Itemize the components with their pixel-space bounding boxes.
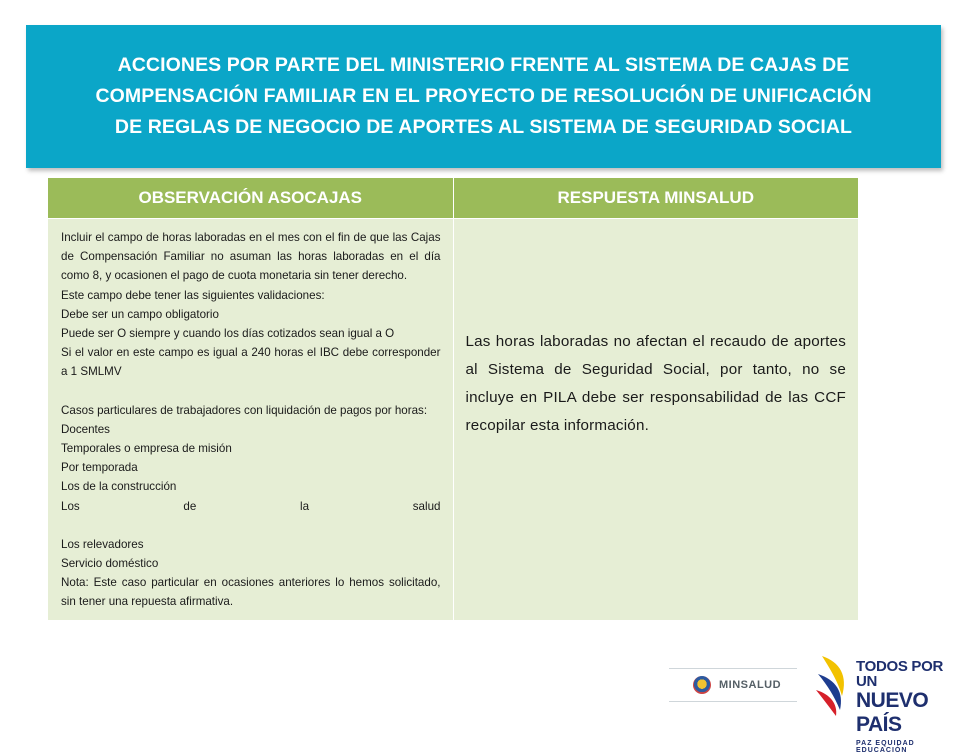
slogan-line-3: PAZ EQUIDAD EDUCACIÓN — [856, 740, 915, 754]
table-row — [48, 219, 859, 621]
slide-title — [95, 50, 871, 143]
response-text: Las horas laboradas no afectan el recaudo de aportes al Sistema de Seguridad Social, por tanto, no se incluye en PILA debe ser responsabilidad de las CCF recopilar esta información. — [465, 333, 846, 434]
case-item: Por temporada — [61, 461, 138, 475]
case-word: Los — [61, 499, 80, 513]
minsalud-logo — [669, 668, 797, 702]
validation-item: Puede ser O siempre y cuando los días cotizados sean igual a O — [61, 327, 395, 341]
comparison-table — [47, 177, 859, 621]
validation-item: Si el valor en este campo es igual a 240 horas el IBC debe corresponder a 1 SMLMV — [61, 346, 441, 379]
case-item: Docentes — [61, 422, 110, 436]
case-item: Los de la construcción — [61, 480, 177, 494]
title-line-1: ACCIONES POR PARTE DEL MINISTERIO FRENTE AL SISTEMA DE CAJAS DE — [117, 54, 850, 76]
footer-logos — [667, 650, 960, 754]
case-word: de — [183, 499, 197, 513]
observation-cell — [48, 219, 454, 621]
case-word: la — [300, 499, 310, 513]
minsalud-label: MINSALUD — [719, 679, 782, 691]
table-header-row — [48, 178, 859, 219]
case-item: Temporales o empresa de misión — [61, 442, 232, 456]
title-line-3: DE REGLAS DE NEGOCIO DE APORTES AL SISTEMA DE SEGURIDAD SOCIAL — [114, 116, 853, 138]
spacer — [61, 516, 441, 535]
observation-paragraph: Incluir el campo de horas laboradas en el mes con el fin de que las Cajas de Compensación Familiar no asuman las horas laboradas en el día como 8, y ocasionen el pago de cuota monetaria sin tener derecho. — [61, 231, 441, 283]
case-item: Los relevadores — [61, 537, 144, 551]
slogan-line-1: TODOS POR UN — [856, 658, 944, 690]
header-banner — [26, 25, 941, 168]
case-item: Servicio doméstico — [61, 557, 159, 571]
slogan-line-2: NUEVO PAÍS — [856, 689, 929, 736]
validation-item: Debe ser un campo obligatorio — [61, 307, 219, 321]
flag-swoosh-icon — [814, 652, 854, 718]
response-cell — [453, 219, 859, 621]
title-line-2: COMPENSACIÓN FAMILIAR EN EL PROYECTO DE RESOLUCIÓN DE UNIFICACIÓN — [95, 85, 872, 107]
case-word: salud — [412, 499, 441, 513]
header-observacion: OBSERVACIÓN ASOCAJAS — [48, 178, 454, 219]
spacer — [61, 382, 441, 401]
case-item-spread — [61, 497, 441, 516]
header-respuesta: RESPUESTA MINSALUD — [453, 178, 859, 219]
observation-note: Nota: Este caso particular en ocasiones anteriores lo hemos solicitado, sin tener una repuesta afirmativa. — [61, 576, 441, 609]
cases-intro: Casos particulares de trabajadores con liquidación de pagos por horas: — [61, 403, 428, 417]
validations-intro: Este campo debe tener las siguientes validaciones: — [61, 288, 325, 302]
todos-por-un-nuevo-pais-logo — [856, 659, 960, 754]
coat-of-arms-icon — [693, 676, 711, 694]
